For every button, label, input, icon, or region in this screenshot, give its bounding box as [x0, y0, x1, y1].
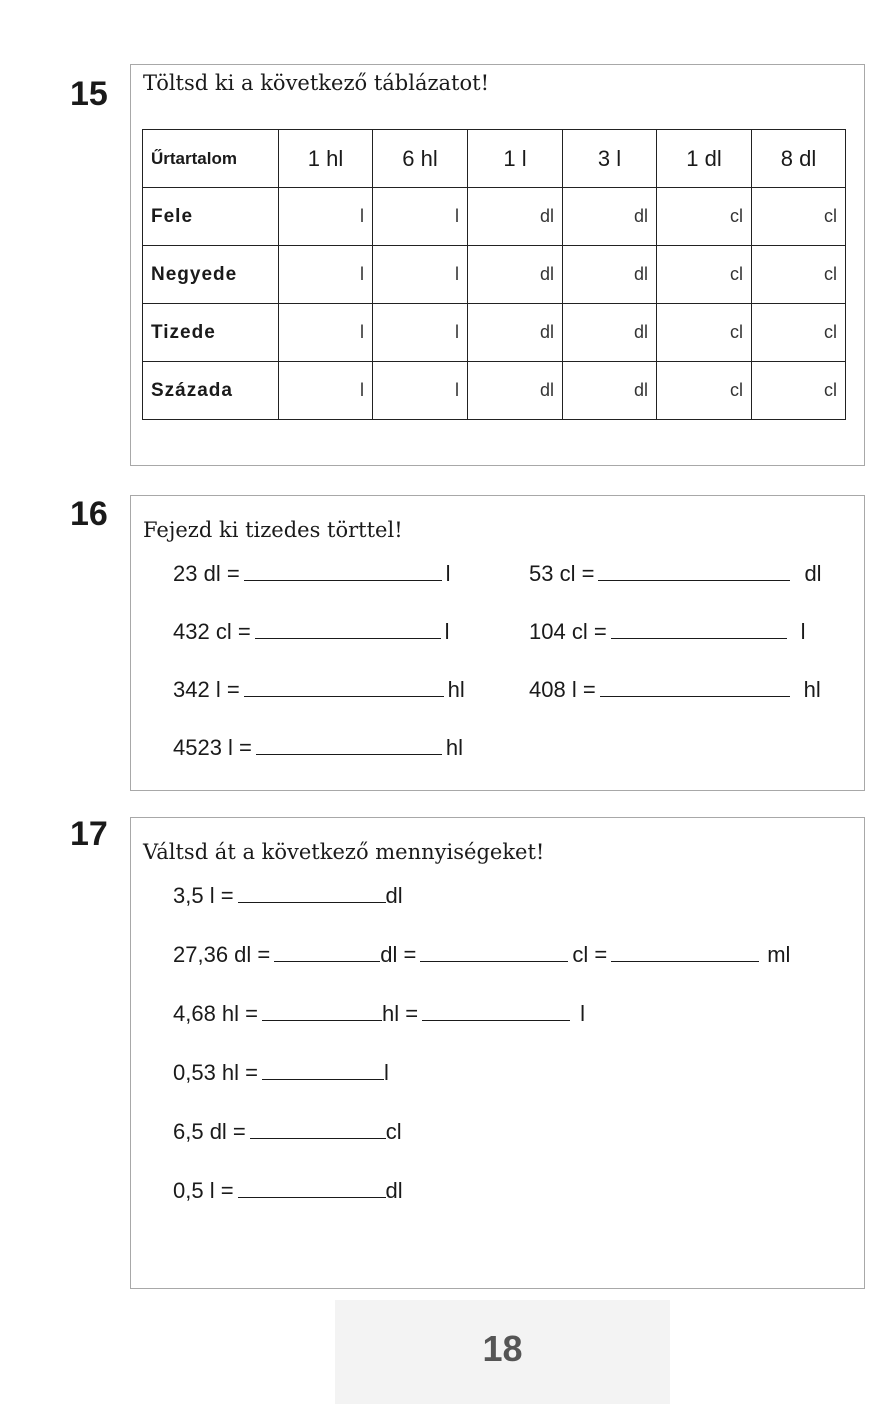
column-header: 1 l [468, 130, 563, 188]
column-header: 6 hl [373, 130, 468, 188]
target-unit: ml [767, 942, 791, 967]
conversion-expression: 432 cl = [173, 619, 251, 644]
answer-blank[interactable] [238, 1177, 386, 1198]
conversion-line [173, 1000, 585, 1027]
exercise-15-box [130, 64, 865, 466]
exercise-17-number: 17 [70, 815, 108, 853]
column-header: 8 dl [752, 130, 846, 188]
target-unit: l [384, 1060, 389, 1085]
answer-blank[interactable] [262, 1059, 384, 1080]
conversion-expression: 6,5 dl = [173, 1119, 246, 1144]
answer-cell[interactable]: cl [752, 188, 846, 246]
answer-cell[interactable]: dl [563, 188, 657, 246]
conversion-expression: 104 cl = [529, 619, 607, 644]
target-unit: hl [445, 735, 464, 760]
answer-cell[interactable]: cl [752, 246, 846, 304]
target-unit: dl [385, 883, 403, 908]
answer-cell[interactable]: dl [563, 362, 657, 420]
intermediate-unit: cl = [572, 942, 608, 967]
target-unit: hl [803, 677, 821, 702]
target-unit: hl [447, 677, 465, 702]
conversion-line [173, 941, 790, 968]
conversion-line [173, 1177, 403, 1204]
answer-blank[interactable] [600, 676, 790, 697]
conversion-expression: 23 dl = [173, 561, 240, 586]
target-unit: dl [385, 1178, 403, 1203]
intermediate-unit: hl = [382, 1001, 419, 1026]
column-header: 1 hl [279, 130, 373, 188]
answer-blank[interactable] [420, 941, 568, 962]
answer-cell[interactable]: dl [468, 304, 563, 362]
answer-blank[interactable] [422, 1000, 570, 1021]
answer-cell[interactable]: l [279, 304, 373, 362]
conversion-expression: 4,68 hl = [173, 1001, 259, 1026]
answer-cell[interactable]: l [279, 246, 373, 304]
answer-cell[interactable]: cl [657, 188, 752, 246]
answer-blank[interactable] [274, 941, 380, 962]
answer-blank[interactable] [611, 941, 759, 962]
conversion-line [173, 882, 403, 909]
answer-cell[interactable]: l [373, 188, 468, 246]
answer-blank[interactable] [611, 618, 787, 639]
target-unit: l [580, 1001, 585, 1026]
conversion-item [173, 734, 463, 761]
exercise-16-title: Fejezd ki tizedes törttel! [143, 518, 403, 542]
conversion-item [173, 676, 465, 703]
answer-cell[interactable]: cl [752, 362, 846, 420]
exercise-16-number: 16 [70, 495, 108, 533]
answer-cell[interactable]: l [373, 246, 468, 304]
exercise-15-number: 15 [70, 75, 108, 113]
table-corner-label: Űrtartalom [143, 130, 279, 188]
column-header: 1 dl [657, 130, 752, 188]
conversion-expression: 0,53 hl = [173, 1060, 259, 1085]
answer-blank[interactable] [250, 1118, 386, 1139]
table-row [143, 246, 846, 304]
answer-cell[interactable]: cl [657, 304, 752, 362]
row-label: Tizede [143, 304, 279, 362]
answer-cell[interactable]: dl [563, 246, 657, 304]
table-row [143, 362, 846, 420]
target-unit: l [444, 619, 450, 644]
conversion-item [529, 560, 822, 587]
exercise-16-box [130, 495, 865, 791]
conversion-expression: 27,36 dl = [173, 942, 271, 967]
conversion-line [173, 1118, 402, 1145]
answer-cell[interactable]: l [279, 362, 373, 420]
conversion-item [529, 618, 806, 645]
row-label: Fele [143, 188, 279, 246]
column-header: 3 l [563, 130, 657, 188]
answer-blank[interactable] [238, 882, 386, 903]
answer-blank[interactable] [262, 1000, 382, 1021]
table-row [143, 188, 846, 246]
row-label: Százada [143, 362, 279, 420]
conversion-expression: 0,5 l = [173, 1178, 234, 1203]
exercise-17-title: Váltsd át a következő mennyiségeket! [143, 840, 545, 864]
answer-cell[interactable]: dl [468, 362, 563, 420]
answer-cell[interactable]: dl [468, 246, 563, 304]
answer-cell[interactable]: l [373, 362, 468, 420]
answer-blank[interactable] [244, 560, 442, 581]
table-header-row [143, 130, 846, 188]
conversion-expression: 3,5 l = [173, 883, 234, 908]
answer-cell[interactable]: cl [657, 362, 752, 420]
target-unit: l [800, 619, 806, 644]
conversion-item [529, 676, 821, 703]
conversion-expression: 4523 l = [173, 735, 252, 760]
page-number-area [335, 1300, 670, 1404]
answer-cell[interactable]: dl [563, 304, 657, 362]
answer-cell[interactable]: l [279, 188, 373, 246]
conversion-expression: 53 cl = [529, 561, 595, 586]
answer-blank[interactable] [255, 618, 441, 639]
answer-cell[interactable]: l [373, 304, 468, 362]
table-row [143, 304, 846, 362]
answer-blank[interactable] [598, 560, 790, 581]
capacity-table [142, 129, 846, 420]
page-number: 18 [482, 1328, 523, 1369]
conversion-expression: 342 l = [173, 677, 240, 702]
answer-cell[interactable]: cl [657, 246, 752, 304]
answer-blank[interactable] [256, 734, 442, 755]
conversion-item [173, 560, 451, 587]
target-unit: cl [385, 1119, 402, 1144]
conversion-line [173, 1059, 389, 1086]
row-label: Negyede [143, 246, 279, 304]
intermediate-unit: dl = [380, 942, 417, 967]
target-unit: l [445, 561, 451, 586]
answer-cell[interactable]: cl [752, 304, 846, 362]
conversion-expression: 408 l = [529, 677, 596, 702]
exercise-17-box [130, 817, 865, 1289]
conversion-item [173, 618, 450, 645]
answer-cell[interactable]: dl [468, 188, 563, 246]
exercise-15-title: Töltsd ki a következő táblázatot! [143, 71, 490, 95]
answer-blank[interactable] [244, 676, 444, 697]
target-unit: dl [804, 561, 822, 586]
